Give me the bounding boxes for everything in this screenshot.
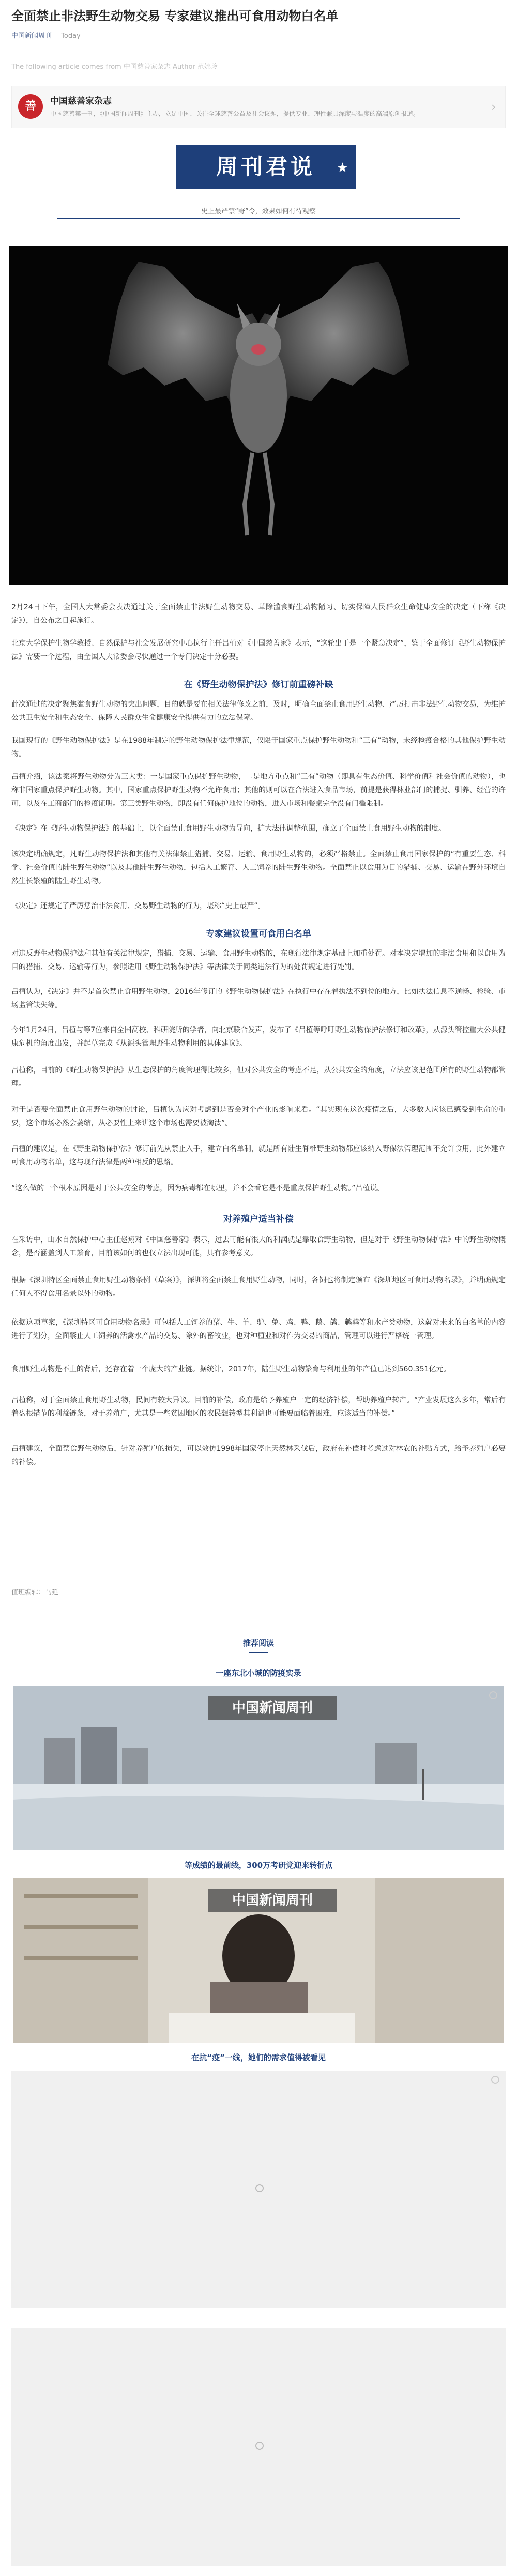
image-placeholder — [11, 2071, 506, 2308]
account-link[interactable]: 中国新闻周刊 — [11, 32, 52, 40]
article-meta — [11, 30, 81, 40]
loading-icon — [255, 2184, 264, 2192]
editor-credit: 值班编辑：马延 — [11, 1589, 59, 1597]
paragraph: 对于是否要全面禁止食用野生动物的讨论，吕植认为应对考虑到是否会对个产业的影响来看。“其实现在这次疫情之后，大多数人应该已感受到生命的重要，这个市场必然会萎缩，从必要性上来讲这个市场也需要被淘汰”。 — [11, 1106, 506, 1127]
banner-text: 周刊君说 — [216, 154, 315, 179]
paragraph: 根据《深圳特区全面禁止食用野生动物条例（草案）》，深圳将全面禁止食用野生动物，同时，各饲也将制定颁布《深圳地区可食用动物名录》，并明确规定任何人不得食用名录以外的动物。 — [11, 1276, 506, 1298]
source-name: 中国慈善家杂志 — [50, 96, 112, 106]
section-heading: 专家建议设置可食用白名单 — [206, 929, 311, 939]
banner-subtitle: 史上最严禁“野”令，效果如何有待观察 — [201, 208, 316, 216]
paragraph: 依据这项草案，《深圳特区可食用动物名录》可包括人工饲养的猪、牛、羊、驴、兔、鸡、鸭、鹅、鸽、鹌鹑等和水产类动物，这就对未来的白名单的内容进行了划分，全面禁止人工饲养的活禽水产品的交易、除外的畜牧业，也对种植业和对作为交易的商品，管理可以进行严格统一管理。 — [11, 1318, 506, 1340]
source-account-card[interactable] — [11, 86, 506, 128]
section-heading: 在《野生动物保护法》修订前重磅补缺 — [184, 680, 333, 690]
image-placeholder — [11, 2328, 506, 2566]
publish-date: Today — [61, 32, 81, 40]
source-logo: 善 — [18, 94, 43, 119]
paragraph: 吕植的建议是，在《野生动物保护法》修订前先从禁止入手，建立白名单制，就是所有陆生脊椎野生动物都应该纳入野保法管理范围不允许食用，此外建立可食用动物名单，这与现行法律是两种相反的思路。 — [11, 1145, 506, 1167]
section-heading: 对养殖户适当补偿 — [223, 1214, 294, 1224]
bat-image — [9, 246, 508, 585]
recommend-caption[interactable]: 在抗“疫”一线，她们的需求值得被看见 — [191, 2053, 326, 2062]
image-badge-icon — [489, 1691, 497, 1699]
paragraph: 对违反野生动物保护法和其他有关法律规定，猎捕、交易、运输、食用野生动物的，在现行法律规定基础上加重处罚。对本决定增加的非法食用和以食用为目的猎捕、交易、运输等行为，参照适用《野生动物保护法》等法律关于同类违法行为的处罚规定进行处罚。 — [11, 949, 506, 971]
paragraph: 吕植建议，全面禁食野生动物后，针对养殖户的损失，可以效仿1998年国家停止天然林采伐后，政府在补偿时考虑过对林农的补贴方式，给予养殖户必要的补偿。 — [11, 1445, 506, 1466]
star-icon: ★ — [336, 160, 348, 176]
paragraph: 吕植称，对于全面禁止食用野生动物，民间有较大异议。目前的补偿，政府是给予养殖户一定的经济补偿，帮助养殖户转产。“产业发展这么多年，常后有着盘根错节的利益链条，对于养殖户，尤其是一些贫困地区的农民想转型其利益也可能要面临着困难，应该适当的补偿。” — [11, 1396, 506, 1418]
divider — [249, 1652, 268, 1653]
watermark: 中国新闻周刊 — [208, 1696, 337, 1720]
paragraph: 吕植称，目前的《野生动物保护法》从生态保护的角度管理得比较多，但对公共安全的考虑不足，从公共安全的角度，立法应该把范围所有的野生动物都管理。 — [11, 1066, 506, 1088]
watermark: 中国新闻周刊 — [208, 1889, 337, 1912]
source-note: The following article comes from 中国慈善家杂志 Author 范娜玲 — [11, 63, 218, 71]
recommend-title: 推荐阅读 — [242, 1638, 274, 1648]
paragraph: 吕植认为，《决定》并不是首次禁止食用野生动物，2016年修订的《野生动物保护法》在执行中存在着执法不到位的地方，比如执法信息不通畅、检验、市场监管缺失等。 — [11, 988, 506, 1009]
recommend-caption[interactable]: 一座东北小城的防疫实录 — [216, 1668, 301, 1678]
paragraph: 食用野生动物是不止的背后，还存在着一个庞大的产业链。据统计，2017年，陆生野生动物繁育与利用业的年产值已达到560.351亿元。 — [11, 1365, 451, 1373]
source-description: 中国慈善第一刊，《中国新闻周刊》主办，立足中国、关注全球慈善公益及社会议题，提供专业、理性兼具深度与温度的高端原创报道。 — [50, 110, 420, 117]
paragraph: 吕植介绍，该法案将野生动物分为三大类：一是国家重点保护野生动物，二是地方重点和“三有”动物（即具有生态价值、科学价值和社会价值的动物），也称非国家重点保护野生动物。其中，国家重点保护野生动物不允许食用；其他的则可以在合法进入食品市场，前提是获得林业部门的捕捉、驯养、经营的许可，以及在工商部门的检疫证明。第三类野生动物，即没有任何保护地位的动物，进入市场和餐桌完全没有门槛限制。 — [11, 773, 506, 808]
paragraph: 2月24日下午，全国人大常委会表决通过关于全面禁止非法野生动物交易、革除滥食野生动物陋习、切实保障人民群众生命健康安全的决定（下称《决定》），自公布之日起施行。 — [11, 603, 506, 625]
article-title: 全面禁止非法野生动物交易 专家建议推出可食用动物白名单 — [11, 9, 339, 23]
recommend-photo[interactable] — [13, 1878, 504, 2043]
paragraph: 《决定》在《野生动物保护法》的基础上，以全面禁止食用野生动物为导向，扩大法律调整范围，确立了全面禁止食用野生动物的制度。 — [11, 824, 446, 833]
paragraph: 今年1月24日，吕植与等7位来自全国高校、科研院所的学者，向北京联合发声，发布了《吕植等呼吁野生动物保护法修订和改革》，从源头管控重大公共健康危机的角度出发，并起草完成《从源头管理野生动物利用的具体建议》。 — [11, 1026, 506, 1048]
paragraph: 我国现行的《野生动物保护法》是在1988年制定的野生动物保护法律规范，仅限于国家重点保护野生动物和“三有”动物，未经检疫合格的其他保护野生动物。 — [11, 737, 506, 758]
paragraph: 此次通过的决定聚焦滥食野生动物的突出问题，目的就是要在相关法律修改之前，及时，明确全面禁止食用野生动物、严厉打击非法野生动物交易，为维护公共卫生安全和生态安全、保障人民群众生命健康安全提供有力的立法保障。 — [11, 700, 506, 722]
paragraph: 《决定》还规定了严厉惩治非法食用、交易野生动物的行为，堪称“史上最严”。 — [11, 902, 265, 910]
recommend-photo[interactable] — [13, 1686, 504, 1850]
column-banner — [176, 145, 356, 189]
recommend-caption[interactable]: 等成绩的最前线，300万考研党迎来转折点 — [184, 1861, 333, 1870]
paragraph: 北京大学保护生物学教授、自然保护与社会发展研究中心执行主任吕植对《中国慈善家》表示，“这轮出于是一个紧急决定”，鉴于全面修订《野生动物保护法》需要一个过程，由全国人大常委会尽快通过一个专门决定十分必要。 — [11, 639, 506, 661]
paragraph: “这么做的一个根本原因是对于公共安全的考虑，因为病毒都在哪里，并不会看它是不是重点保护野生动物。”吕植说。 — [11, 1184, 385, 1192]
paragraph: 该决定明确规定，凡野生动物保护法和其他有关法律禁止猎捕、交易、运输、食用野生动物的，必须严格禁止。全面禁止食用国家保护的“有重要生态、科学、社会价值的陆生野生动物”以及其他陆生野生动物，包括人工繁育、人工饲养的陆生野生动物。全面禁止以食用为目的猎捕、交易、运输在野外环境自然生长繁殖的陆生野生动物。 — [11, 850, 506, 885]
image-badge-icon — [491, 2076, 499, 2084]
chevron-right-icon: › — [491, 101, 496, 114]
divider — [57, 218, 460, 219]
paragraph: 在采访中，山水自然保护中心主任赵翔对《中国慈善家》表示，过去可能有很大的利润就是靠取食野生动物，但是对于《野生动物保护法》中的野生动物概念，是否涵盖到人工繁育，目前该如何的也仅立法出现可能，具有参考意义。 — [11, 1236, 506, 1258]
loading-icon — [255, 2442, 264, 2450]
